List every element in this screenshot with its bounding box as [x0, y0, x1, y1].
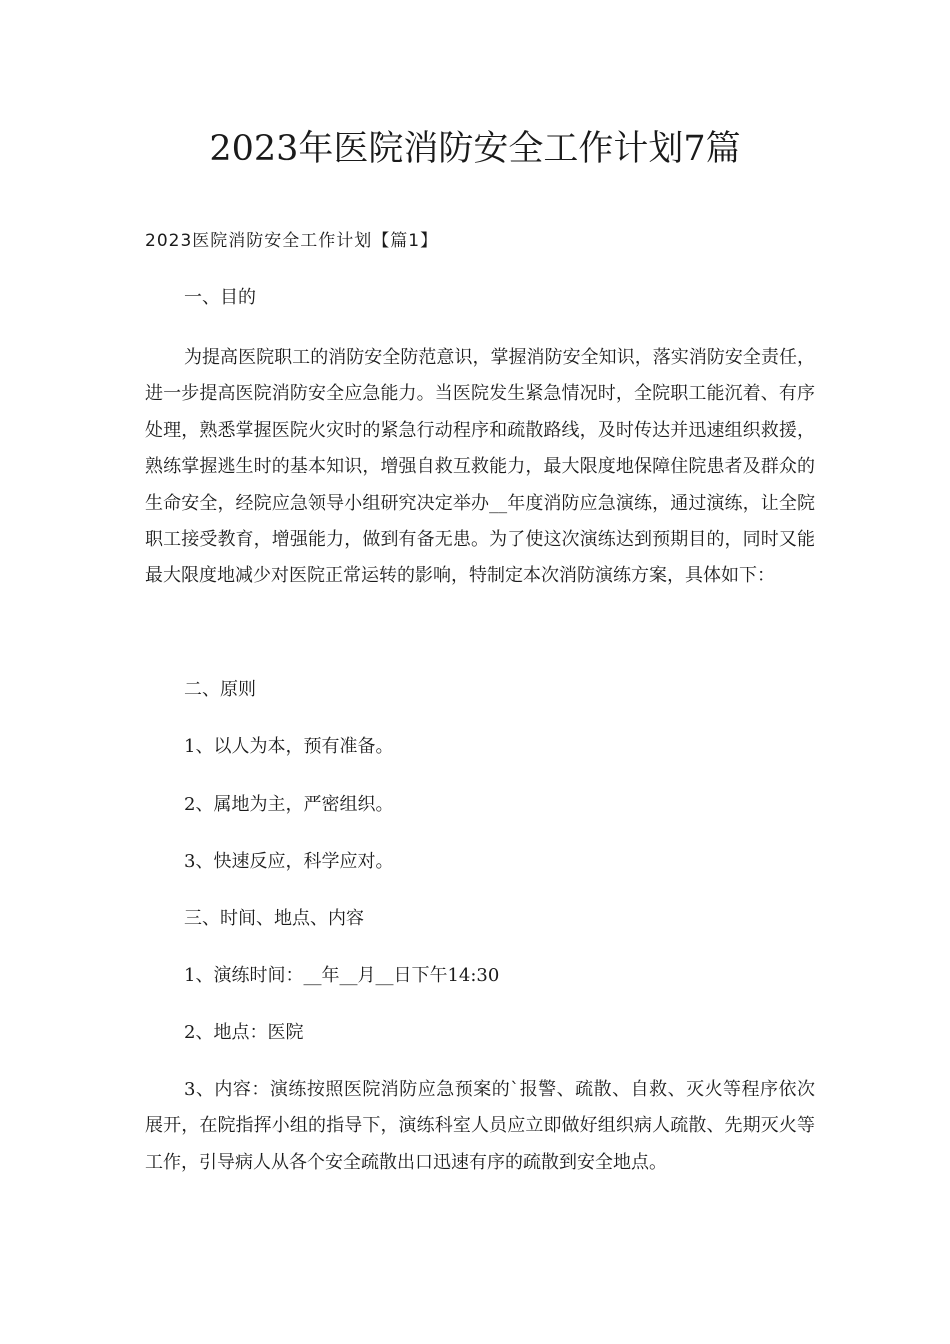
item-drill-time: 1、演练时间：__年__月__日下午14:30: [184, 965, 500, 986]
principle-item-3: 3、快速反应，科学应对。: [184, 851, 394, 872]
heading-purpose: 一、目的: [184, 287, 256, 308]
heading-principles: 二、原则: [184, 679, 256, 700]
principle-item-1: 1、以人为本，预有准备。: [184, 736, 394, 757]
heading-time-place-content: 三、时间、地点、内容: [184, 908, 364, 929]
section-heading: 2023医院消防安全工作计划【篇1】: [145, 231, 439, 251]
principle-item-2: 2、属地为主，严密组织。: [184, 794, 394, 815]
paragraph-purpose: 为提高医院职工的消防安全防范意识，掌握消防安全知识，落实消防安全责任，进一步提高医院消防安全应急能力。当医院发生紧急情况时，全院职工能沉着、有序处理，熟悉掌握医院火灾时的紧急行动程序和疏散路线，及时传达并迅速组织救援，熟练掌握逃生时的基本知识，增强自救互救能力，最大限度地保障住院患者及群众的生命安全，经院应急领导小组研究决定举办__年度消防应急演练，通过演练，让全院职工接受教育，增强能力，做到有备无患。为了使这次演练达到预期目的，同时又能最大限度地减少对医院正常运转的影响，特制定本次消防演练方案，具体如下：: [145, 347, 815, 587]
item-drill-place: 2、地点：医院: [184, 1022, 304, 1043]
item-drill-content: 3、内容：演练按照医院消防应急预案的`报警、疏散、自救、灭火等程序依次展开，在院指挥小组的指导下，演练科室人员应立即做好组织病人疏散、先期灭火等工作，引导病人从各个安全疏散出口迅速有序的疏散到安全地点。: [145, 1079, 815, 1173]
document-title: 2023年医院消防安全工作计划7篇: [209, 129, 741, 169]
